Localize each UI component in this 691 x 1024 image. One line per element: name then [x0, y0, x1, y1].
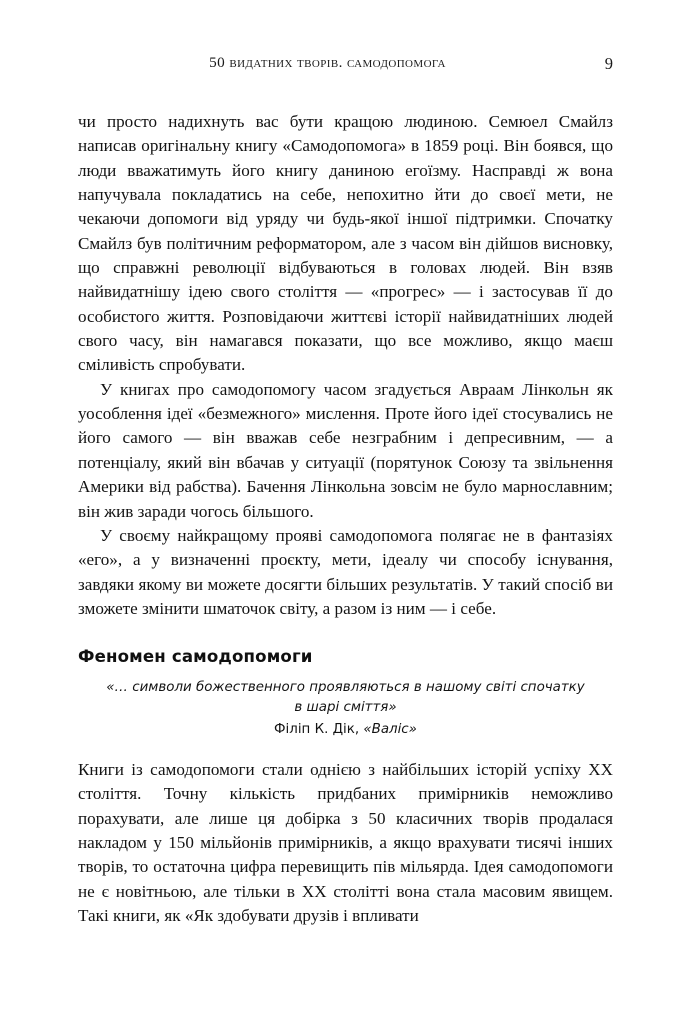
- epigraph-work-title: «Валіс»: [363, 722, 417, 738]
- spacer: [78, 740, 613, 758]
- page-number: 9: [604, 54, 613, 73]
- paragraph: У своєму найкращому прояві самодопомога полягає не в фантазіях «его», а у визначенні проєкту, мети, ідеалу чи способу існування, завдяки якому ви можете досягти більших результатів. У такий спосіб ви зможете змінити шматочок світу, а разом із ним — і себе.: [78, 525, 613, 618]
- epigraph-author: Філіп К. Дік,: [274, 722, 364, 738]
- text-column: [78, 110, 613, 928]
- paragraph: У книгах про самодопомогу часом згадується Авраам Лінкольн як уособлення ідеї «безмежного» мислення. Проте його ідеї стосувались не його самого — він вважав себе незграбним і депресивним, — а потенціалу, який він вбачав у ситуації (порятунок Союзу та звільнення Америки від рабства). Бачення Лінкольна зовсім не було марнославним; він жив заради чогось більшого.: [78, 379, 613, 521]
- running-head-title: 50 видатних творів. самодопомога: [209, 54, 446, 71]
- epigraph: [78, 669, 613, 740]
- epigraph-line: «… символи божественного проявляються в нашому світі спочатку: [106, 680, 585, 696]
- section-heading: Феномен самодопомоги: [78, 647, 313, 667]
- epigraph-line: в шарі сміття»: [294, 699, 397, 715]
- paragraph: Книги із самодопомоги стали однією з найбільших історій успіху ХХ століття. Точну кількість придбаних примірників неможливо порахувати, але лише ця добірка з 50 класичних творів продалася накладом у 150 мільйонів примірників, а якщо врахувати тисячі інших творів, то остаточна цифра перевищить пів мільярда. Ідея самодопомоги не є новітньою, але тільки в ХХ столітті вона стала масовим явищем. Такі книги, як «Як здобувати друзів і впливати: [78, 760, 613, 926]
- running-head: [78, 54, 613, 78]
- paragraph: чи просто надихнуть вас бути кращою людиною. Семюел Смайлз написав оригінальну книгу «Самодопомога» в 1859 році. Він боявся, що люди вважатимуть його книгу даниною егоїзму. Насправді ж вона напучувала покладатись на себе, непохитно йти до своєї мети, не чекаючи допомоги від уряду чи будь-якої іншої підтримки. Спочатку Смайлз був політичним реформатором, але з часом він дійшов висновку, що справжні революції відбуваються в головах людей. Він взяв найвидатнішу ідею свого століття — «прогрес» — і застосував її до особистого життя. Розповідаючи життєві історії найвидатніших людей свого часу, він намагався показати, що все можливо, якщо маєш сміливість спробувати.: [78, 112, 613, 375]
- epigraph-attribution: [78, 717, 613, 740]
